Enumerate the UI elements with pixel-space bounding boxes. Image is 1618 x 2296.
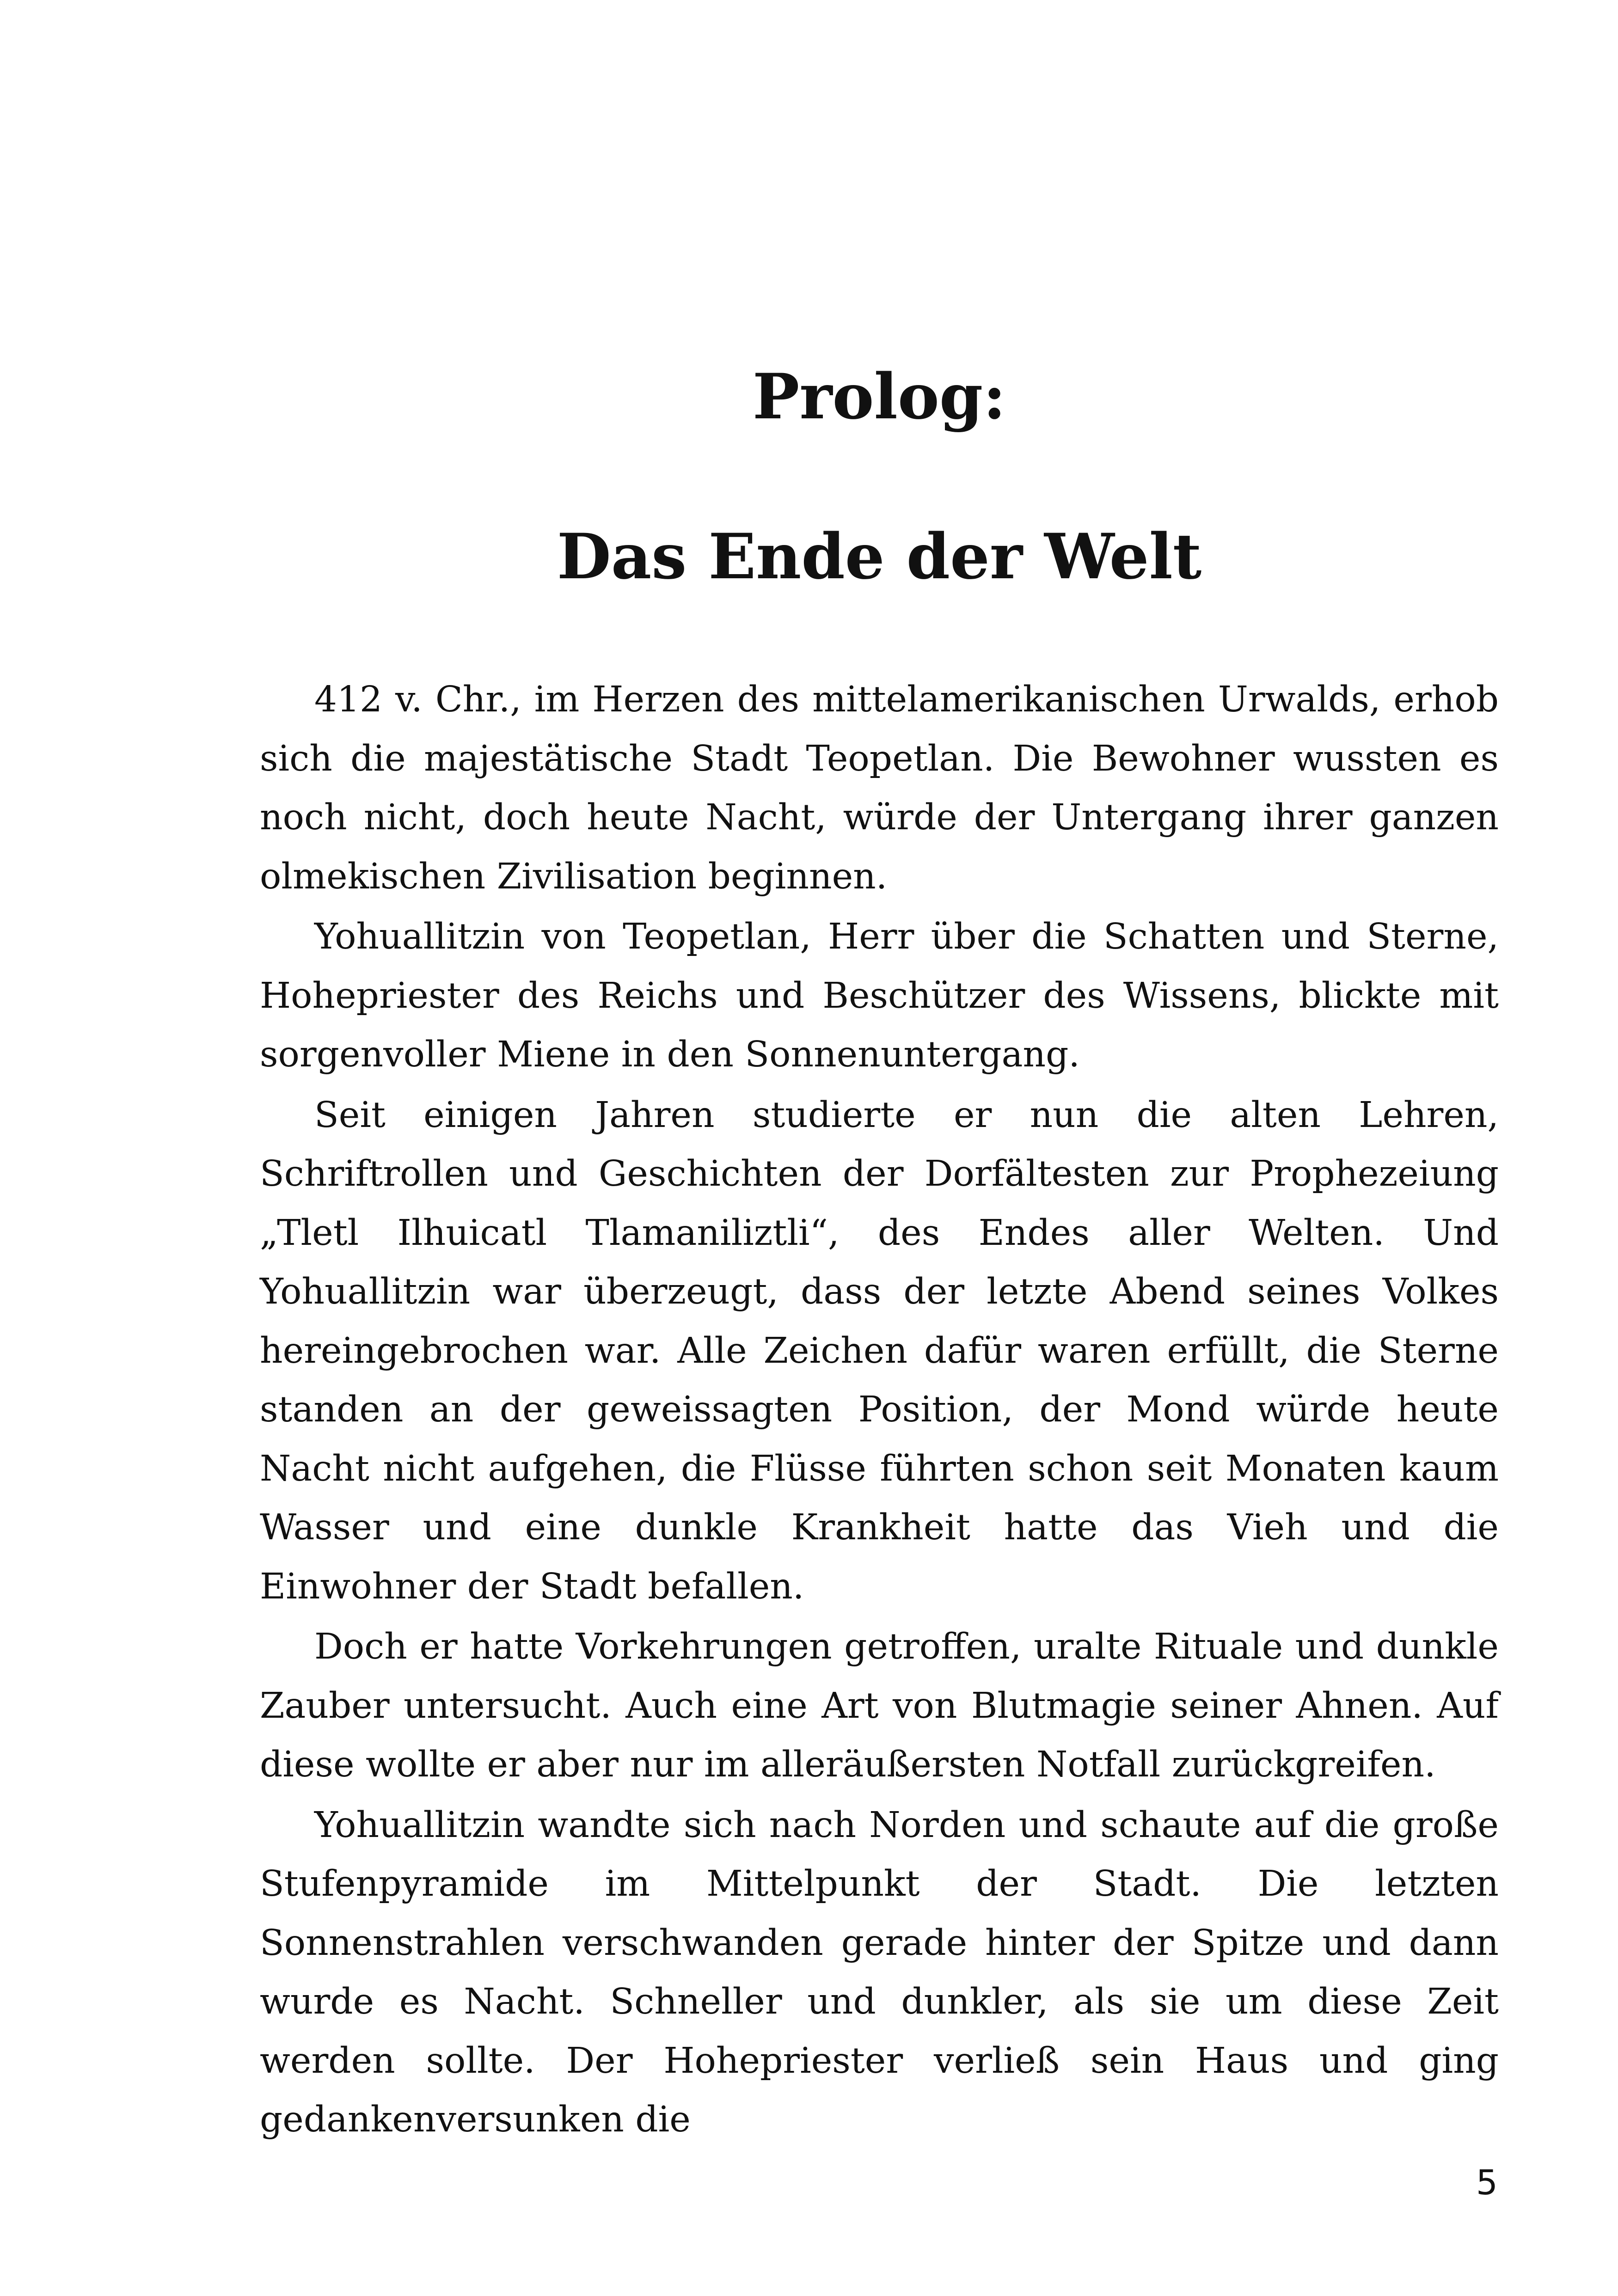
chapter-title: Das Ende der Welt bbox=[557, 520, 1202, 593]
paragraph: Seit einigen Jahren studierte er nun die alten Lehren, Schriftrollen und Geschichten der Dorfältesten zur Prophezeiung „Tletl Ilhuicatl Tlamaniliztli“, des Endes aller Welten. Und Yohuallitzin war überzeugt, dass der letzte Abend seines Volkes hereingebrochen war. Alle Zeichen dafür waren erfüllt, die Sterne standen an der geweissagten Position, der Mond würde heute Nacht nicht aufgehen, die Flüsse führten schon seit Monaten kaum Wasser und eine dunkle Krankheit hatte das Vieh und die Einwohner der Stadt befallen. bbox=[260, 1094, 1499, 1607]
paragraph: Yohuallitzin wandte sich nach Norden und schaute auf die große Stufenpyramide im Mittelpunkt der Stadt. Die letzten Sonnenstrahlen verschwanden gerade hinter der Spitze und dann wurde es Nacht. Schneller und dunkler, als sie um diese Zeit werden sollte. Der Hohepriester verließ sein Haus und ging gedankenversunken die bbox=[260, 1804, 1499, 2140]
body-text bbox=[260, 670, 1499, 2151]
paragraph: 412 v. Chr., im Herzen des mittelamerikanischen Urwalds, erhob sich die majestätische Stadt Teopetlan. Die Bewohner wussten es noch nicht, doch heute Nacht, würde der Untergang ihrer ganzen olmekischen Zivilisation beginnen. bbox=[260, 679, 1499, 897]
page-number: 5 bbox=[1476, 2163, 1498, 2203]
chapter-label: Prolog: bbox=[752, 360, 1006, 433]
paragraph: Doch er hatte Vorkehrungen getroffen, uralte Rituale und dunkle Zauber untersucht. Auch eine Art von Blutmagie seiner Ahnen. Auf diese wollte er aber nur im alleräußersten Notfall zurückgreifen. bbox=[260, 1626, 1499, 1785]
paragraph: Yohuallitzin von Teopetlan, Herr über die Schatten und Sterne, Hohepriester des Reichs und Beschützer des Wissens, blickte mit sorgenvoller Miene in den Sonnenuntergang. bbox=[260, 916, 1499, 1075]
